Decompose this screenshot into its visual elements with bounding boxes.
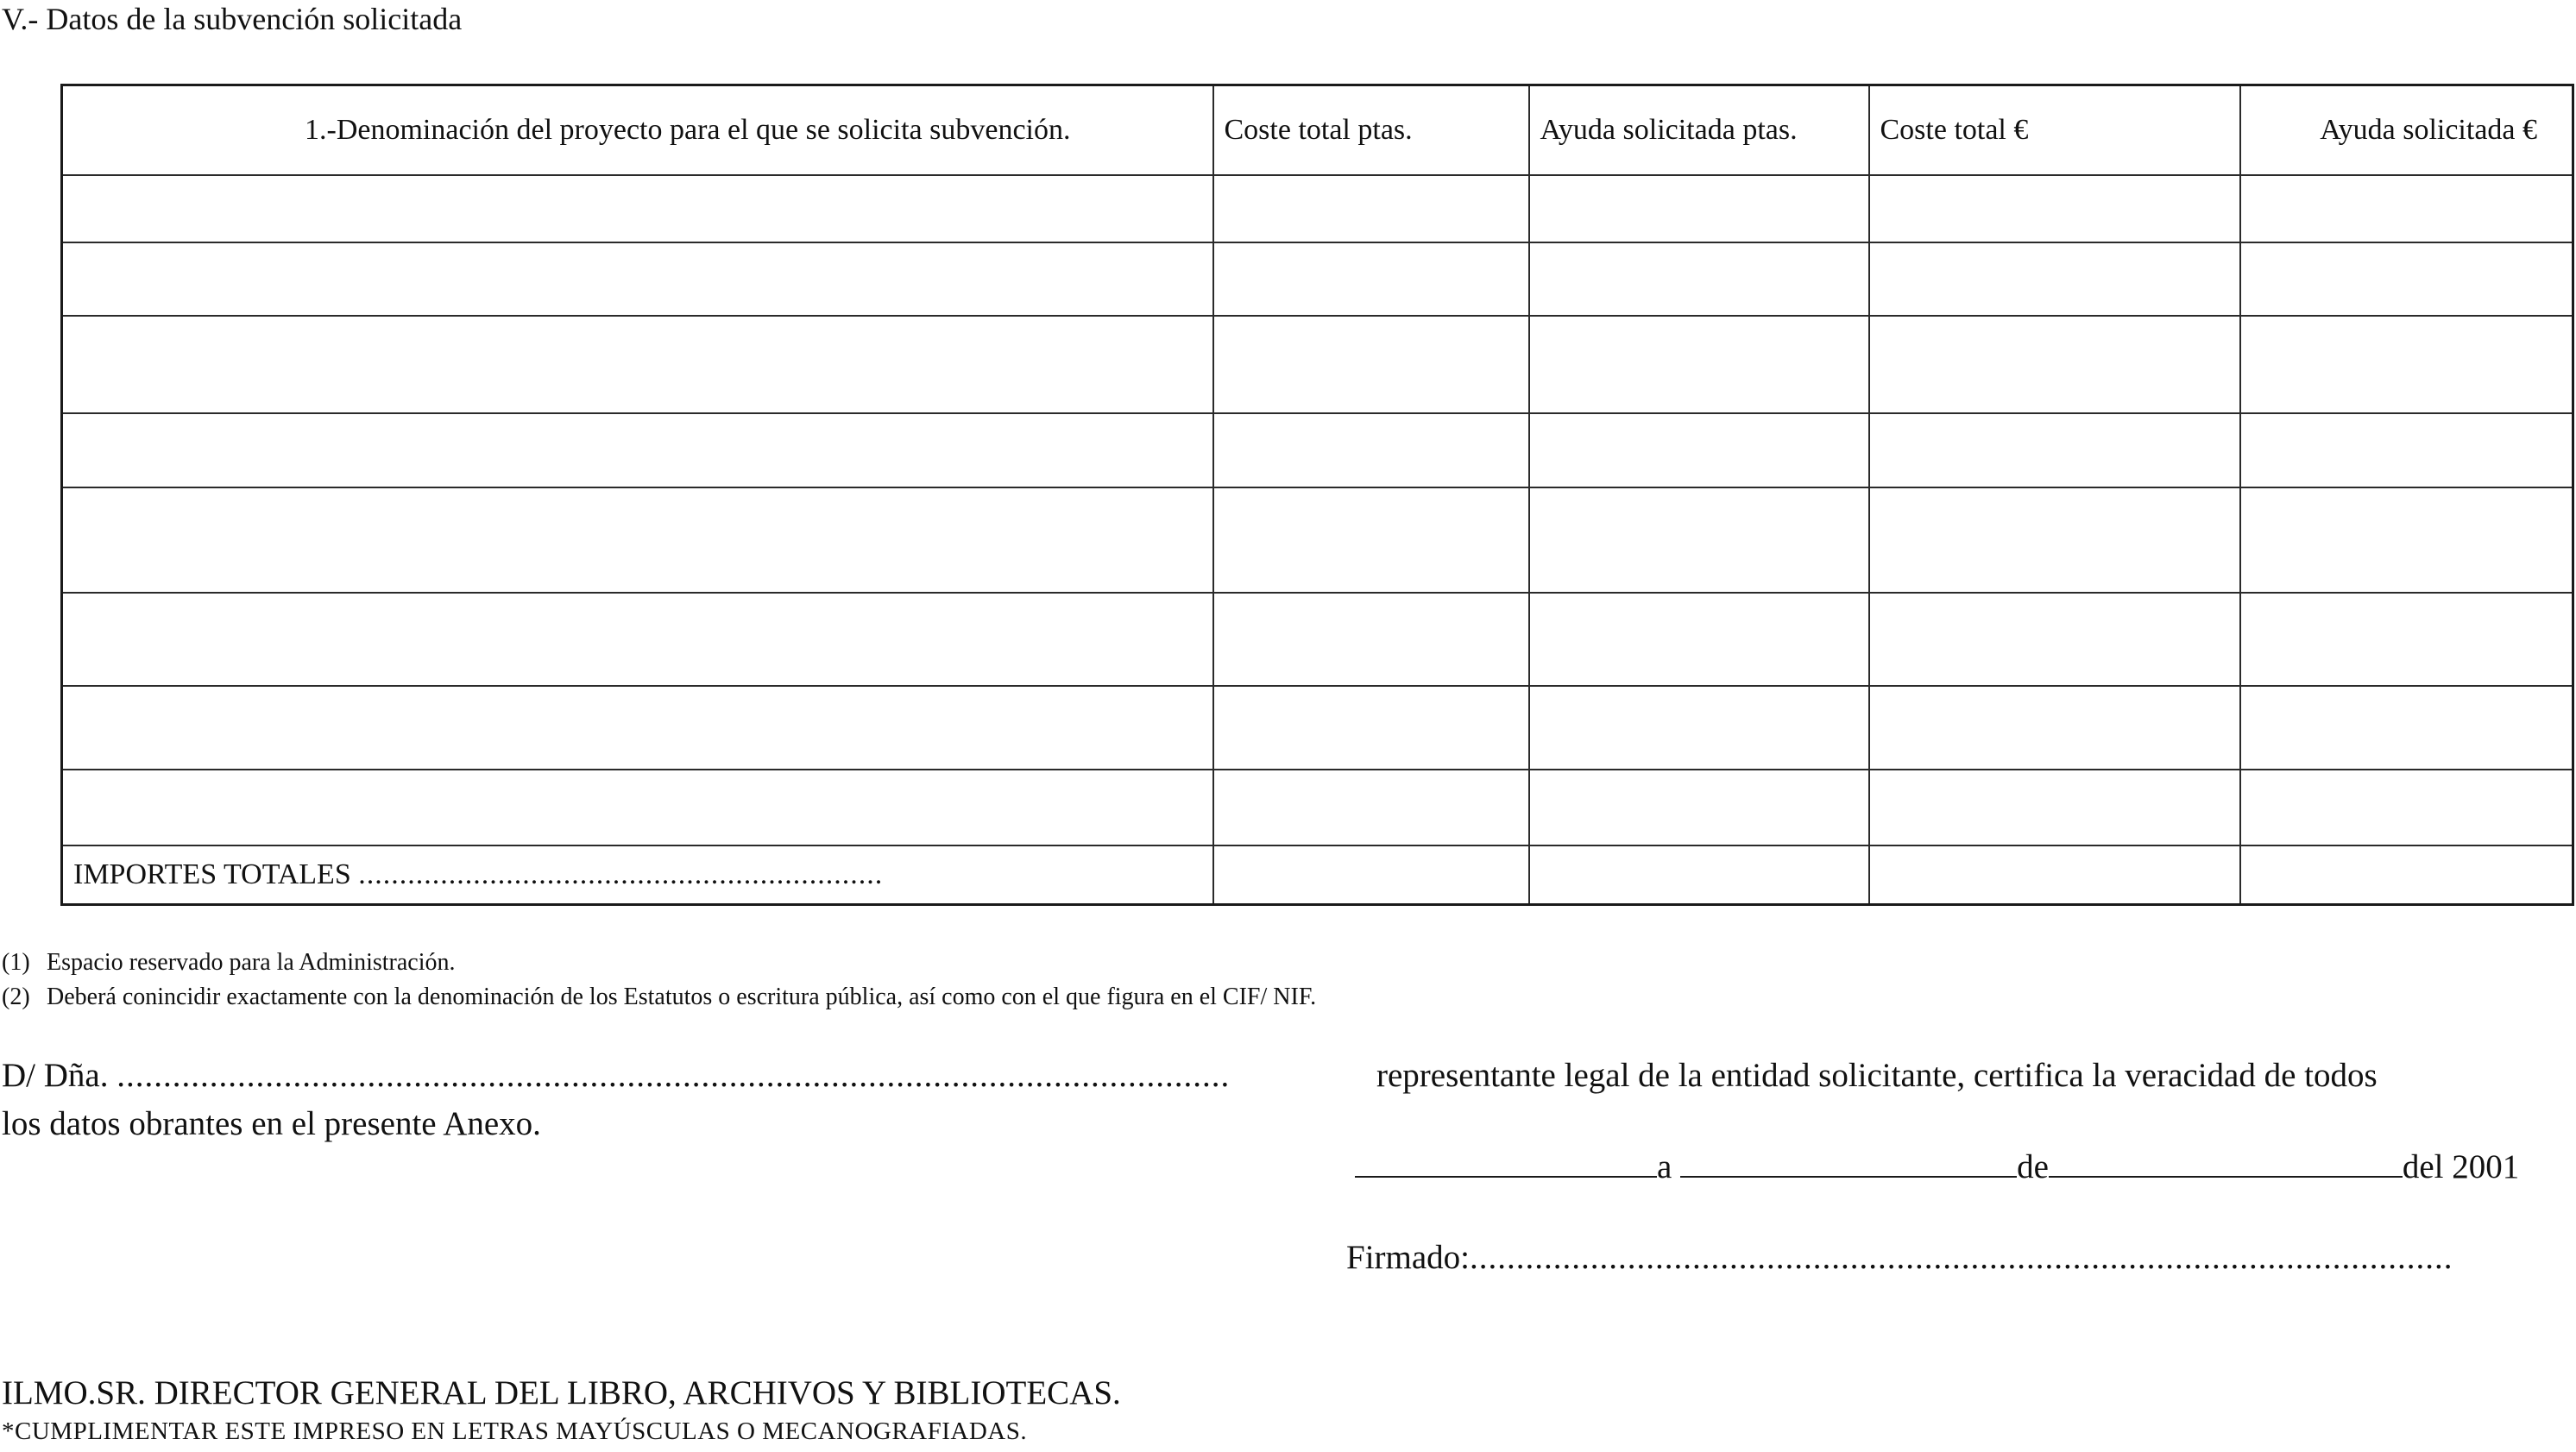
date-place-field[interactable] [1355,1145,1657,1178]
project-name-cell[interactable] [62,593,1213,686]
totals-dots: ................................................................ [358,858,884,890]
header-requested-aid-eur: Ayuda solicitada € [2240,85,2573,175]
total-cost-eur-cell[interactable] [1869,175,2240,242]
addressee: ILMO.SR. DIRECTOR GENERAL DEL LIBRO, ARCHIVOS Y BIBLIOTECAS. [2,1374,1121,1411]
table-row [62,770,2573,845]
requested-aid-ptas-total[interactable] [1529,845,1869,905]
project-name-cell[interactable] [62,686,1213,770]
project-name-cell[interactable] [62,413,1213,487]
footnote-number: (2) [2,984,30,1010]
total-cost-ptas-cell[interactable] [1213,686,1529,770]
total-cost-eur-total[interactable] [1869,845,2240,905]
footnote-text: Deberá conincidir exactamente con la denominación de los Estatutos o escritura pública, así como con el que figura en el CIF/ NIF. [47,984,1317,1010]
table-row [62,316,2573,413]
total-cost-eur-cell[interactable] [1869,413,2240,487]
table-row [62,175,2573,242]
requested-aid-eur-cell[interactable] [2240,242,2573,316]
table-row [62,242,2573,316]
total-cost-ptas-cell[interactable] [1213,316,1529,413]
table-row [62,487,2573,593]
total-cost-eur-cell[interactable] [1869,593,2240,686]
declaration-text: representante legal de la entidad solicitante, certifica la veracidad de todos [1376,1057,2378,1094]
requested-aid-ptas-cell[interactable] [1529,413,1869,487]
project-name-cell[interactable] [62,316,1213,413]
table-row [62,593,2573,686]
date-a-label: a [1657,1148,1672,1185]
total-cost-ptas-total[interactable] [1213,845,1529,905]
total-cost-eur-cell[interactable] [1869,770,2240,845]
footnote-1 [2,948,456,977]
total-cost-eur-cell[interactable] [1869,686,2240,770]
fill-instructions-note: *CUMPLIMENTAR ESTE IMPRESO EN LETRAS MAYÚSCULAS O MECANOGRAFIADAS. [2,1417,1028,1445]
subsidy-table [60,84,2574,906]
date-line [1355,1143,2519,1191]
requested-aid-eur-cell[interactable] [2240,175,2573,242]
signature-fill-line[interactable]: .......................................................................................................... [1470,1239,2453,1276]
table-row [62,686,2573,770]
requested-aid-ptas-cell[interactable] [1529,316,1869,413]
project-name-cell[interactable] [62,770,1213,845]
project-name-cell[interactable] [62,242,1213,316]
total-cost-ptas-cell[interactable] [1213,175,1529,242]
header-project-name: 1.-Denominación del proyecto para el que se solicita subvención. [62,85,1213,175]
requested-aid-eur-cell[interactable] [2240,593,2573,686]
date-year-label: del 2001 [2402,1148,2520,1185]
requested-aid-ptas-cell[interactable] [1529,686,1869,770]
footnote-text: Espacio reservado para la Administración. [47,949,456,976]
requested-aid-ptas-cell[interactable] [1529,242,1869,316]
footnote-2 [2,983,1316,1012]
total-cost-ptas-cell[interactable] [1213,593,1529,686]
requested-aid-eur-cell[interactable] [2240,686,2573,770]
total-cost-eur-cell[interactable] [1869,487,2240,593]
footnote-number: (1) [2,949,30,976]
requested-aid-ptas-cell[interactable] [1529,770,1869,845]
total-cost-eur-cell[interactable] [1869,242,2240,316]
project-name-cell[interactable] [62,175,1213,242]
header-total-cost-ptas: Coste total ptas. [1213,85,1529,175]
total-cost-ptas-cell[interactable] [1213,242,1529,316]
total-cost-eur-cell[interactable] [1869,316,2240,413]
requested-aid-ptas-cell[interactable] [1529,593,1869,686]
section-title: V.- Datos de la subvención solicitada [2,2,463,36]
requested-aid-eur-total[interactable] [2240,845,2573,905]
totals-row [62,845,2573,905]
date-de-label: de [2017,1148,2049,1185]
declaration-line-1 [2,1052,2378,1100]
project-name-cell[interactable] [62,487,1213,593]
table-header-row [62,85,2573,175]
requested-aid-eur-cell[interactable] [2240,770,2573,845]
requested-aid-eur-cell[interactable] [2240,316,2573,413]
declaration-line-2: los datos obrantes en el presente Anexo. [2,1105,541,1142]
requested-aid-ptas-cell[interactable] [1529,487,1869,593]
date-day-field[interactable] [1680,1145,2017,1178]
requested-aid-ptas-cell[interactable] [1529,175,1869,242]
table-row [62,413,2573,487]
header-total-cost-eur: Coste total € [1869,85,2240,175]
requested-aid-eur-cell[interactable] [2240,487,2573,593]
signature-line [1346,1234,2497,1282]
total-cost-ptas-cell[interactable] [1213,487,1529,593]
total-cost-ptas-cell[interactable] [1213,770,1529,845]
total-cost-ptas-cell[interactable] [1213,413,1529,487]
totals-label-cell [62,845,1213,905]
totals-label: IMPORTES TOTALES [73,858,351,890]
signature-label: Firmado: [1346,1239,1470,1276]
name-fill-line[interactable]: ........................................................................................................................ [117,1057,1231,1094]
declaration-prefix: D/ Dña. [2,1057,109,1094]
date-month-field[interactable] [2049,1145,2403,1178]
requested-aid-eur-cell[interactable] [2240,413,2573,487]
header-requested-aid-ptas: Ayuda solicitada ptas. [1529,85,1869,175]
